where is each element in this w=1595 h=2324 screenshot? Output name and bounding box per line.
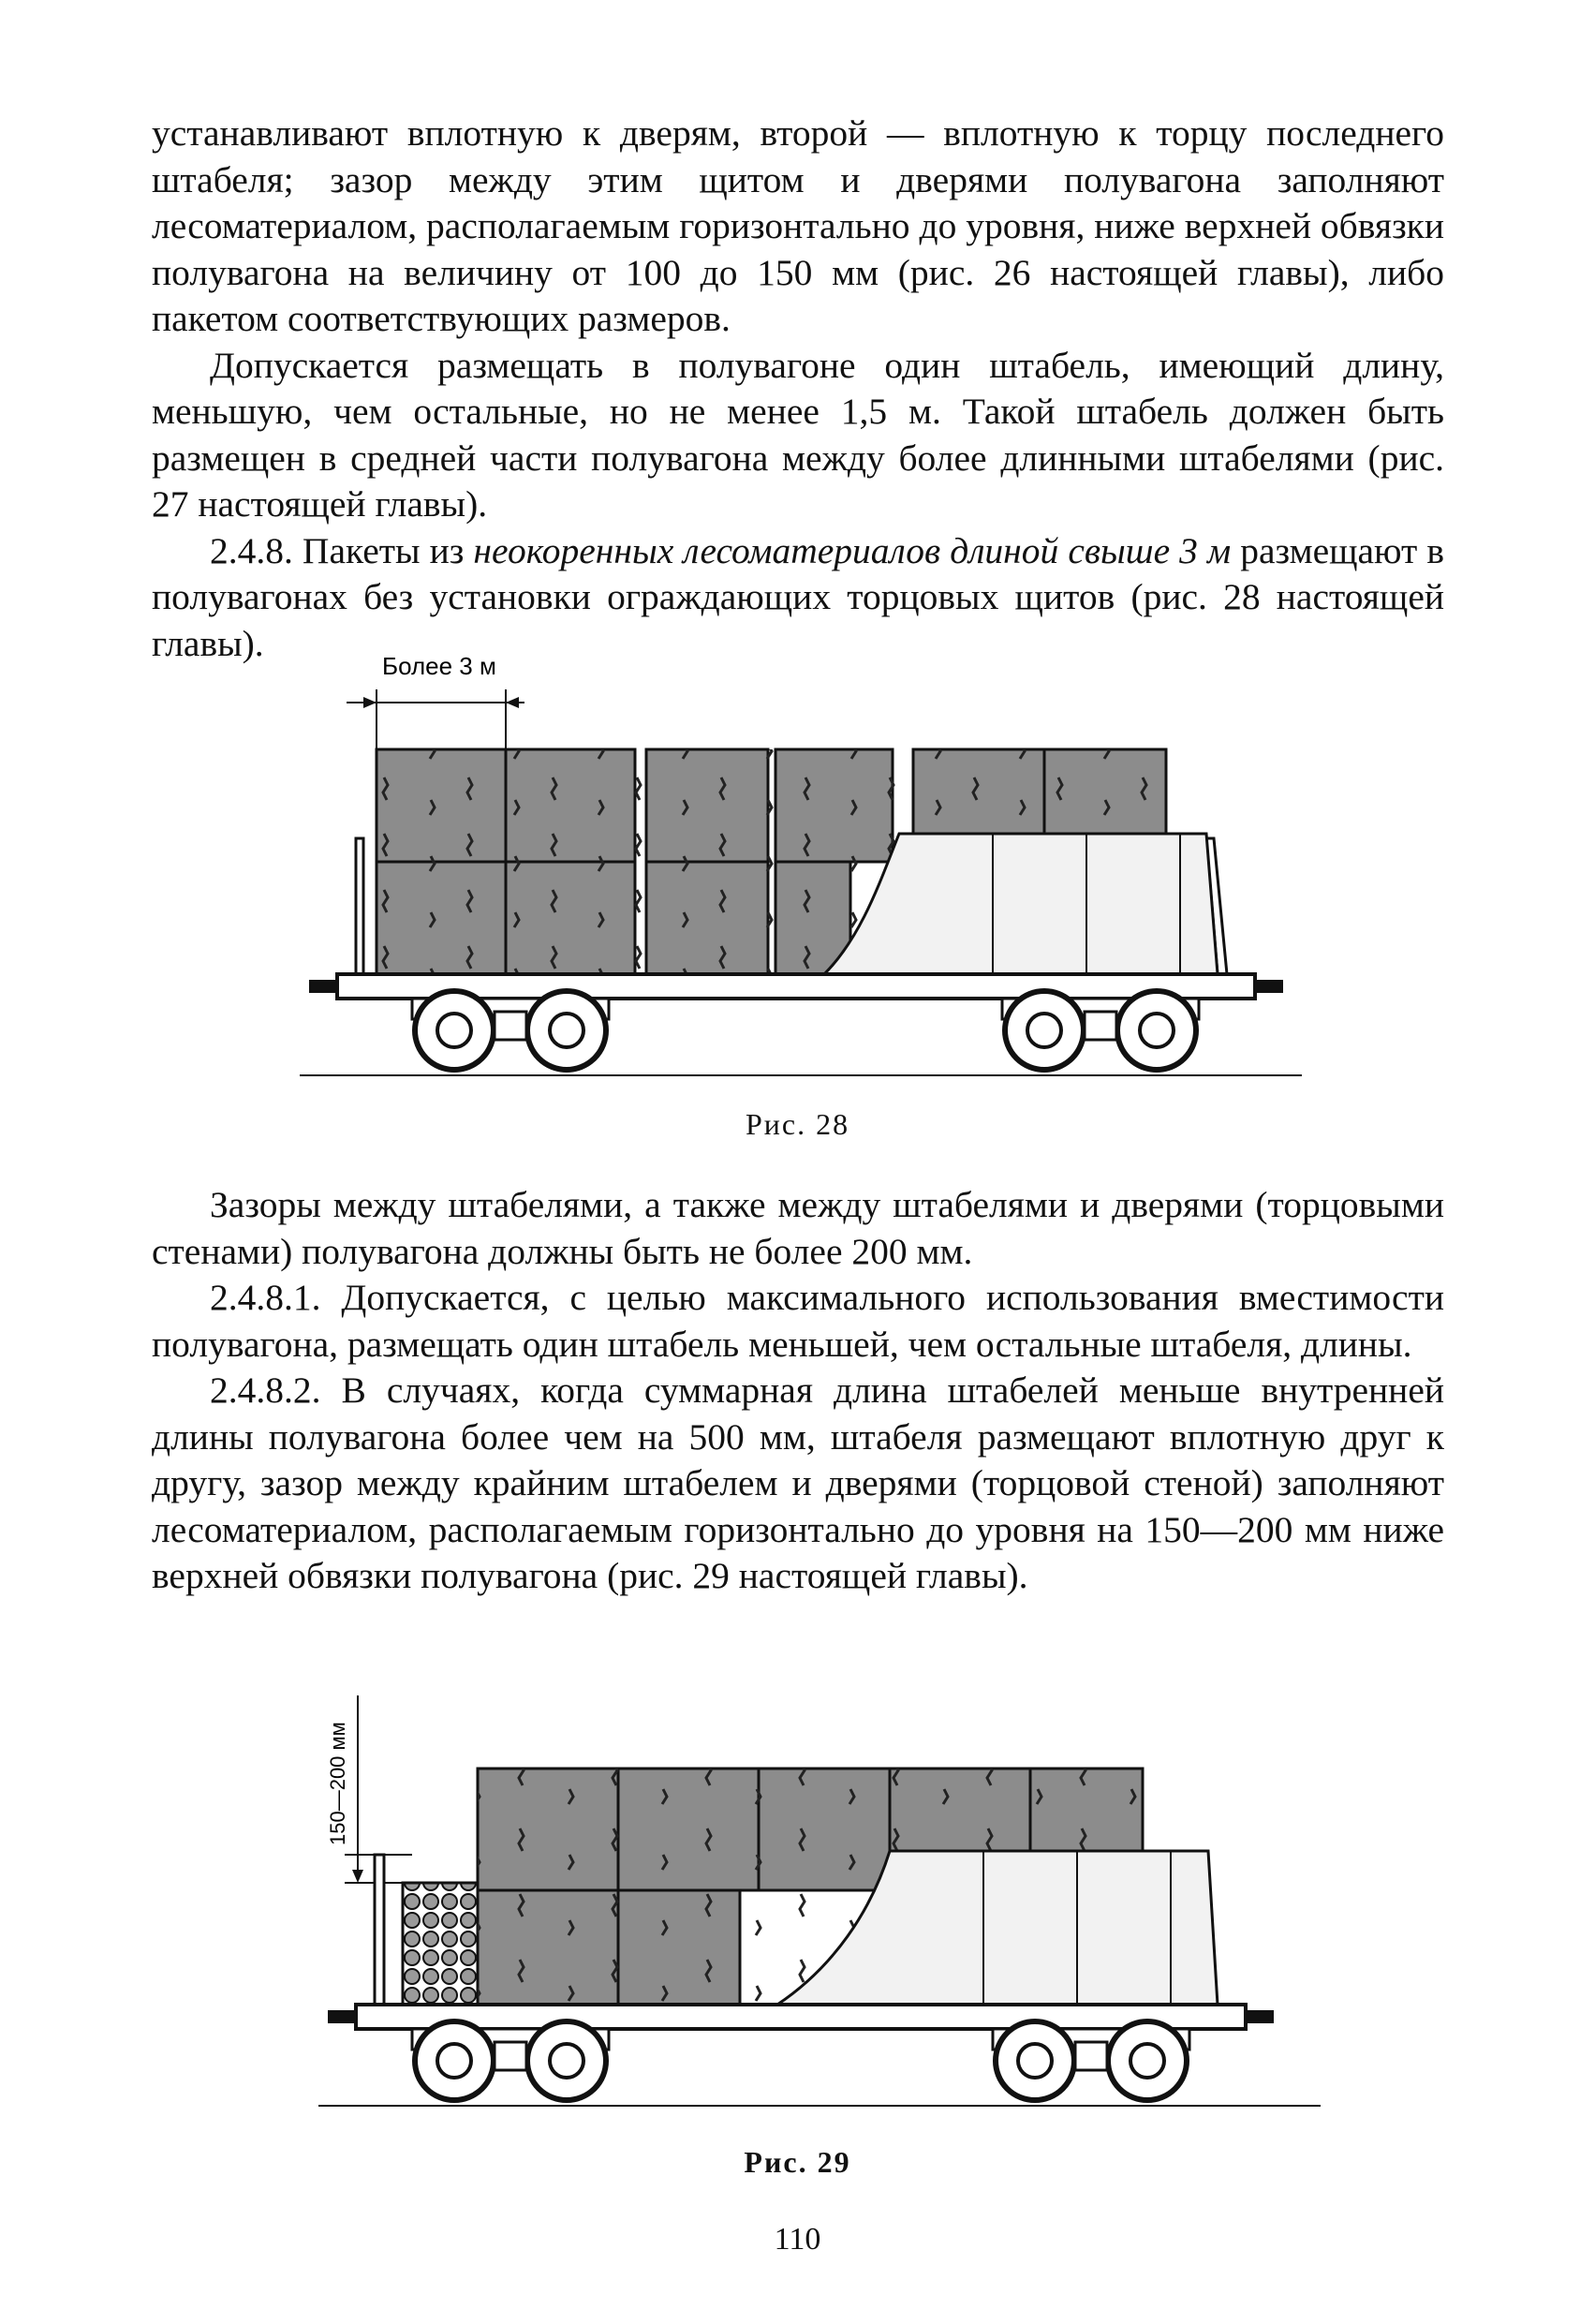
paragraph: 2.4.8.2. В случаях, когда суммарная длина штабелей меньше внутренней длины полувагона более чем на 500 мм, штабеля размещают вплотную друг к другу, зазор между крайним штабелем и дверями (торцовой стеной) заполняют лесоматериалом, располагаемым горизонтально до уровня на 150—200 мм ниже верхней обвязки полувагона (рис. 29 настоящей главы). bbox=[152, 1369, 1444, 1596]
text-top bbox=[152, 111, 1444, 667]
wagon-frame bbox=[356, 2005, 1246, 2029]
figure-29-drawing bbox=[309, 1686, 1339, 2126]
dimension-label: 150—200 мм bbox=[326, 1722, 349, 1845]
paragraph-end: размещают в полувагонах без установки ограждающих торцовых щитов (рис. 28 настоящей главы). bbox=[152, 529, 1445, 664]
paragraph-start: 2.4.8. Пакеты из bbox=[210, 529, 474, 571]
paragraph-emphasis: неокоренных лесоматериалов длиной свыше 3 м bbox=[473, 529, 1232, 571]
paragraph: Допускается размещать в полувагоне один штабель, имеющий длину, меньшую, чем остальные, но не менее 1,5 м. Такой штабель должен быть размещен в средней части полувагона между более длинными штабелями (рис. 27 настоящей главы). bbox=[152, 344, 1444, 525]
figure-28-caption: Рис. 28 bbox=[745, 1107, 850, 1141]
text-middle bbox=[152, 1182, 1444, 1600]
page-number: 110 bbox=[774, 2222, 821, 2257]
filler-logs bbox=[403, 1883, 478, 2005]
bogie-right bbox=[993, 2021, 1189, 2100]
paragraph: устанавливают вплотную к дверям, второй — вплотную к торцу последнего штабеля; зазор между этим щитом и дверями полувагона заполняют лесоматериалом, располагаемым горизонтально до уровня, ниже верхней обвязки полувагона на величину от 100 до 150 мм (рис. 26 настоящей главы), либо пакетом соответствующих размеров. bbox=[152, 112, 1444, 339]
bogie-left bbox=[412, 2021, 609, 2100]
paragraph: Зазоры между штабелями, а также между штабелями и дверями (торцовыми стенами) полувагона должны быть не более 200 мм. bbox=[152, 1184, 1444, 1272]
bogie-right bbox=[1002, 991, 1199, 1070]
dimension-label: Более 3 м bbox=[382, 656, 496, 680]
paragraph-2-4-8 bbox=[152, 528, 1444, 668]
figure-29-caption: Рис. 29 bbox=[744, 2145, 851, 2179]
bogie-left bbox=[412, 991, 609, 1070]
figure-28-drawing bbox=[281, 656, 1321, 1087]
paragraph: 2.4.8.1. Допускается, с целью максимального использования вместимости полувагона, размещать один штабель меньшей, чем остальные штабеля, длины. bbox=[152, 1277, 1444, 1365]
